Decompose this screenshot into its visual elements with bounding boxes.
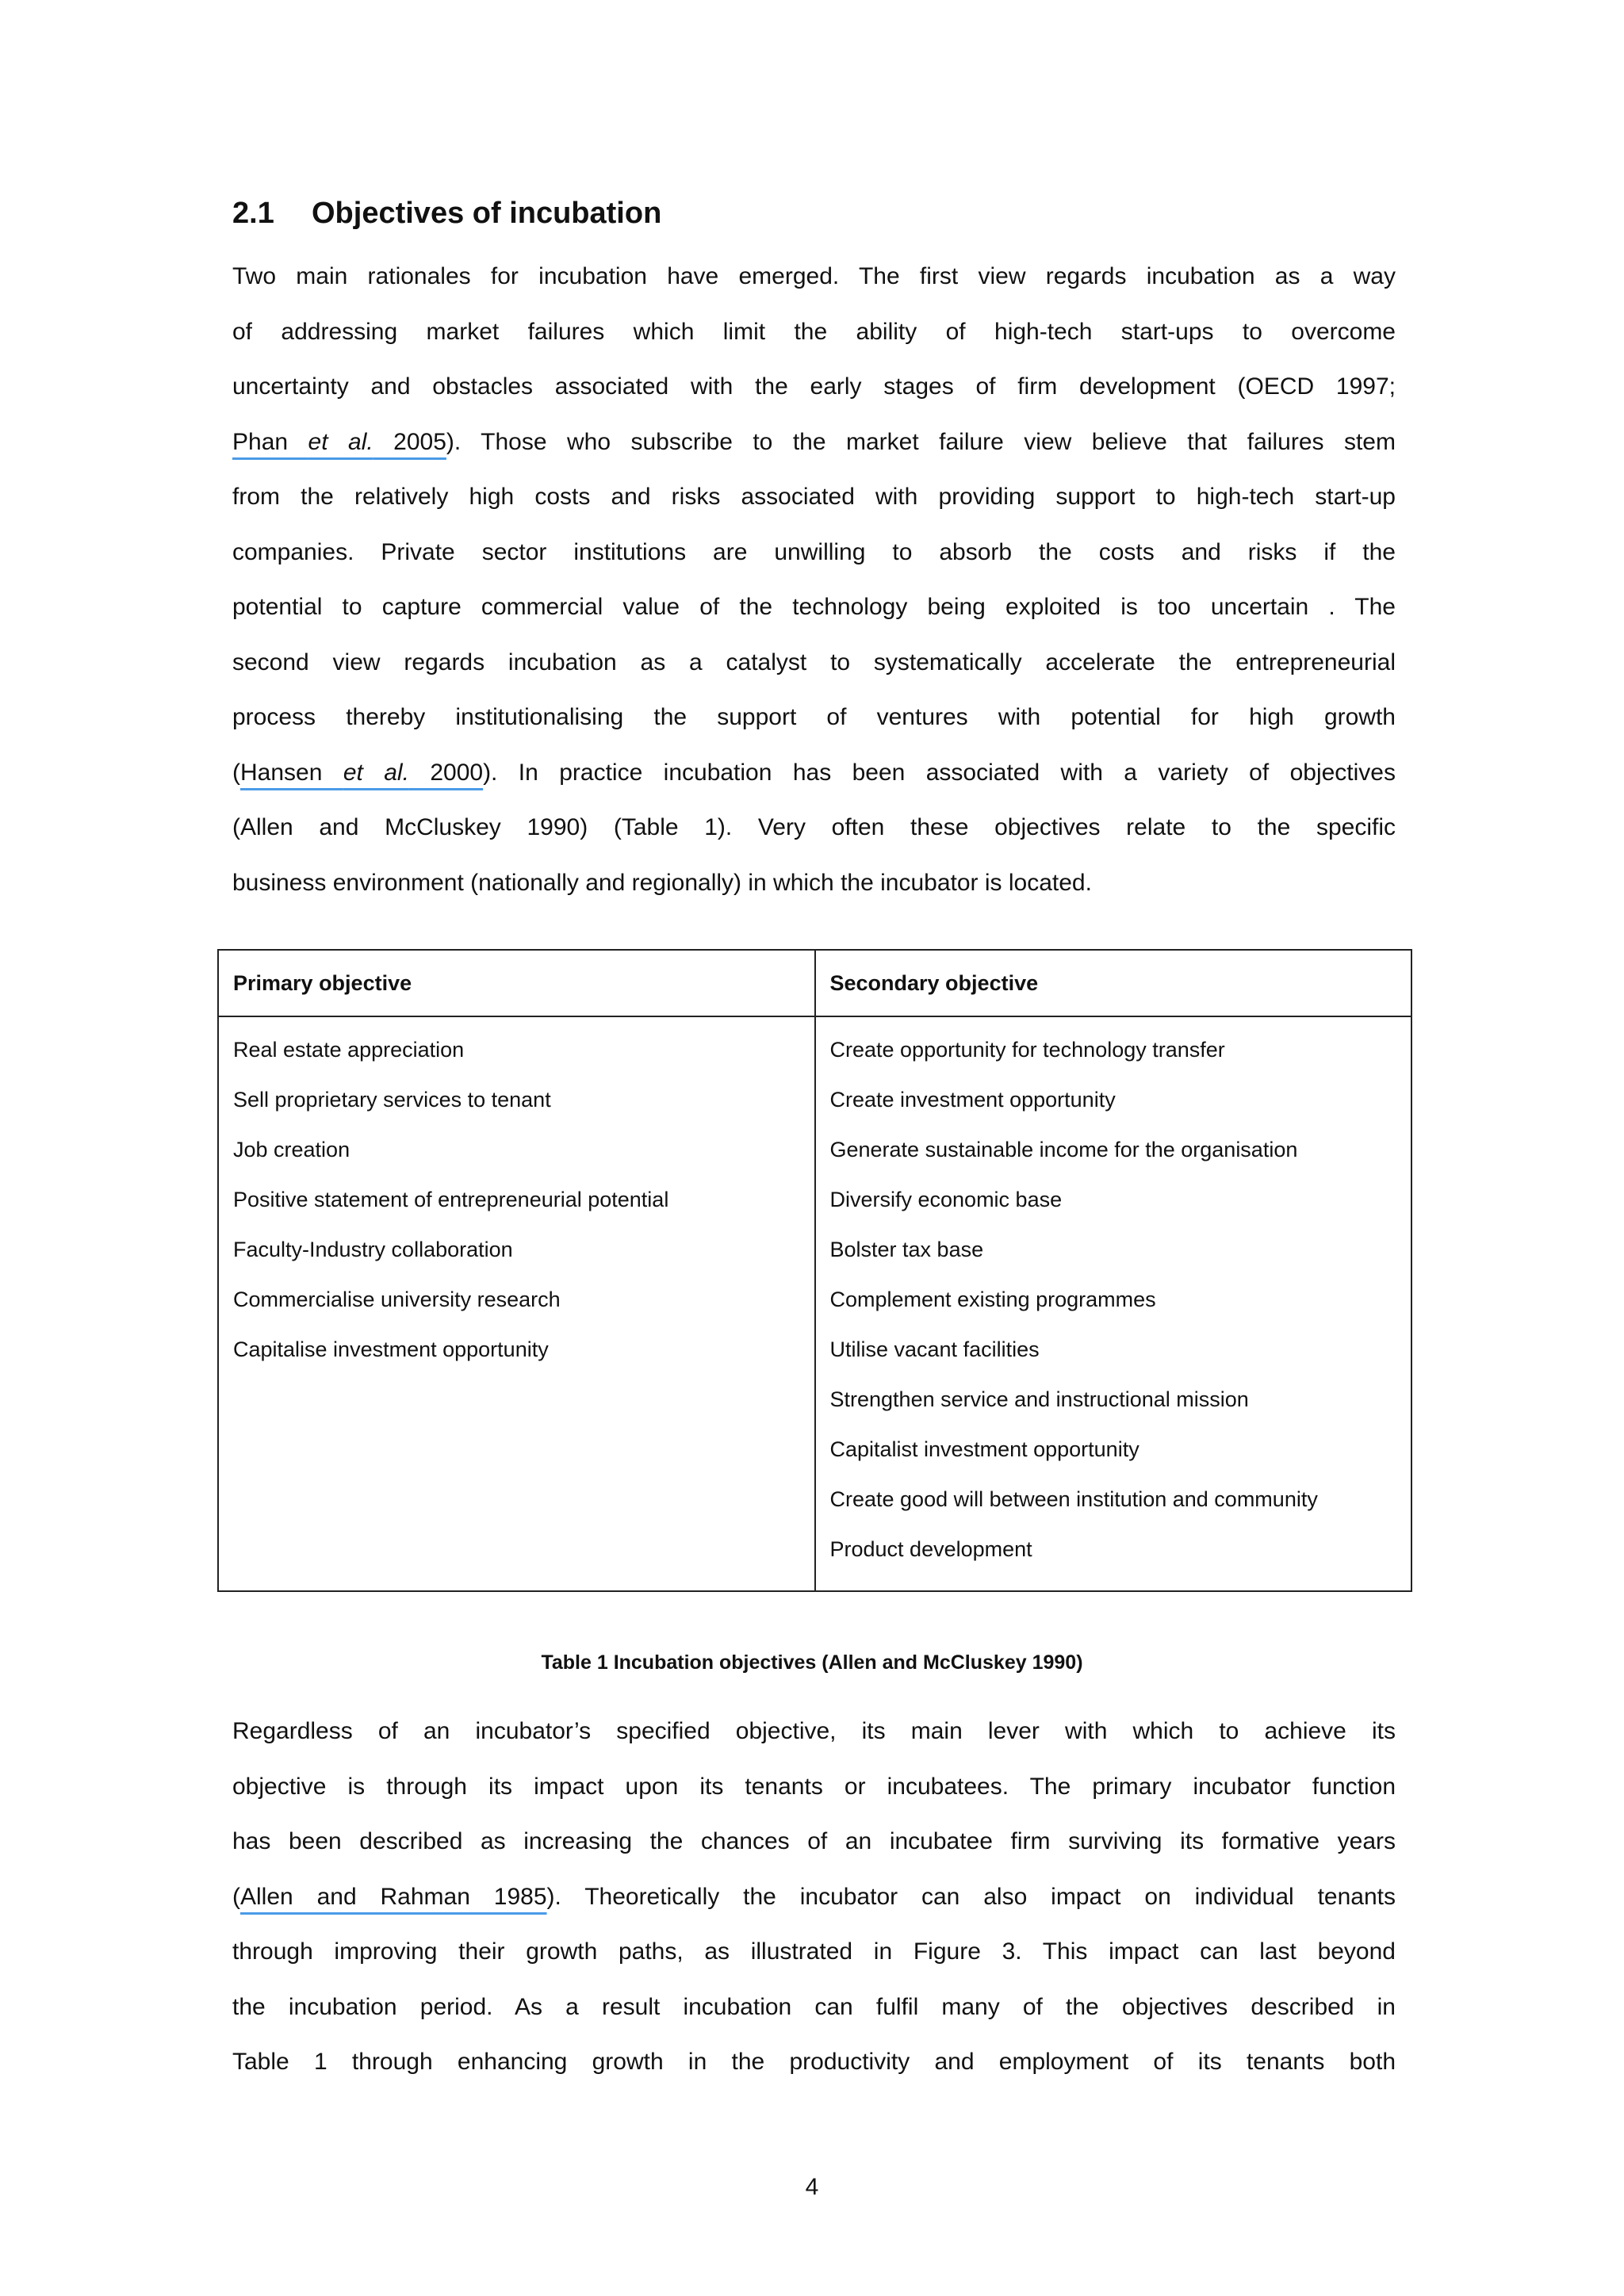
text-line (232, 1759, 1396, 1815)
secondary-objective-item: Bolster tax base (829, 1238, 984, 1261)
text-line (232, 249, 1396, 304)
text-segment: ( (232, 759, 240, 786)
text-line (232, 1869, 1396, 1925)
secondary-objective-item: Utilise vacant facilities (829, 1337, 1040, 1361)
text-segment: (Allen and McCluskey 1990) (Table 1). Very often these objectives relate to the specific (232, 814, 1396, 840)
citation-link[interactable]: et al. (343, 759, 409, 786)
text-segment: from the relatively high costs and risks associated with providing support to high-tech start-up (232, 484, 1396, 510)
citation-link[interactable]: Hansen (240, 759, 343, 786)
primary-objective-item: Sell proprietary services to tenant (233, 1088, 551, 1112)
secondary-objective-item: Diversify economic base (829, 1188, 1063, 1211)
text-line (232, 1980, 1396, 2035)
primary-objectives-cell (218, 1016, 815, 1591)
text-line (232, 1924, 1396, 1980)
text-line (232, 1814, 1396, 1869)
primary-objective-item: Faculty-Industry collaboration (233, 1238, 513, 1261)
secondary-objective-item: Create investment opportunity (829, 1088, 1116, 1112)
text-segment: companies. Private sector institutions are unwilling to absorb the costs and risks if the (232, 538, 1396, 565)
citation-link[interactable]: Phan (232, 428, 308, 455)
text-line (232, 415, 1396, 470)
header-primary-objective: Primary objective (218, 950, 815, 1016)
text-segment: Table 1 through enhancing growth in the productivity and employment of its tenants both (232, 2049, 1396, 2075)
table-caption: Table 1 Incubation objectives (Allen and McCluskey 1990) (541, 1651, 1083, 1674)
text-segment: ). Theoretically the incubator can also impact on individual tenants (546, 1883, 1396, 1910)
secondary-objective-item: Product development (829, 1537, 1032, 1561)
secondary-objectives-cell (815, 1016, 1412, 1591)
text-segment: potential to capture commercial value of the technology being exploited is too uncertain . The (232, 594, 1396, 620)
primary-objective-item: Positive statement of entrepreneurial potential (233, 1188, 669, 1211)
objectives-table (217, 949, 1412, 1592)
text-line (232, 525, 1396, 580)
text-line (232, 1704, 1396, 1759)
citation-link[interactable]: et al. (308, 428, 373, 455)
text-segment: uncertainty and obstacles associated with the early stages of firm development (OECD 1997; (232, 373, 1396, 400)
section-title: Objectives of incubation (312, 197, 662, 230)
primary-objective-item: Capitalise investment opportunity (233, 1337, 549, 1361)
section-heading (232, 197, 661, 231)
table-header-row (218, 950, 1411, 1016)
secondary-objective-item: Capitalist investment opportunity (829, 1437, 1139, 1461)
citation-link[interactable]: Allen and Rahman 1985 (240, 1883, 547, 1910)
text-segment: has been described as increasing the chances of an incubatee firm surviving its formative years (232, 1828, 1396, 1854)
table-row (218, 1016, 1411, 1591)
text-segment: through improving their growth paths, as illustrated in Figure 3. This impact can last beyond (232, 1938, 1396, 1965)
text-line (232, 580, 1396, 635)
secondary-objective-item: Generate sustainable income for the organisation (829, 1138, 1298, 1161)
text-segment: ). Those who subscribe to the market failure view believe that failures stem (446, 428, 1396, 455)
secondary-objective-item: Create opportunity for technology transfer (829, 1038, 1225, 1062)
text-segment: second view regards incubation as a catalyst to systematically accelerate the entrepreneurial (232, 649, 1396, 675)
primary-objective-item: Job creation (233, 1138, 350, 1161)
secondary-objective-item: Strengthen service and instructional mission (829, 1387, 1249, 1411)
paragraph-1 (232, 249, 1396, 910)
text-line (232, 800, 1396, 855)
primary-objective-item: Commercialise university research (233, 1288, 561, 1311)
text-segment: objective is through its impact upon its tenants or incubatees. The primary incubator function (232, 1773, 1396, 1800)
text-line (232, 690, 1396, 745)
citation-link[interactable]: 2000 (408, 759, 484, 786)
page-number: 4 (805, 2174, 819, 2200)
text-line (232, 359, 1396, 415)
citation-link[interactable]: 2005 (373, 428, 446, 455)
text-line (232, 745, 1396, 801)
text-segment: ). In practice incubation has been associated with a variety of objectives (483, 759, 1396, 786)
primary-objective-item: Real estate appreciation (233, 1038, 465, 1062)
text-line (232, 2034, 1396, 2090)
text-line (232, 469, 1396, 525)
secondary-objective-item: Complement existing programmes (829, 1288, 1156, 1311)
section-number: 2.1 (232, 197, 274, 230)
text-segment: of addressing market failures which limit the ability of high-tech start-ups to overcome (232, 318, 1396, 345)
text-segment: ( (232, 1883, 240, 1910)
text-line (232, 304, 1396, 360)
text-segment: Regardless of an incubator’s specified objective, its main lever with which to achieve its (232, 1718, 1396, 1744)
text-segment: Two main rationales for incubation have emerged. The first view regards incubation as a way (232, 263, 1396, 289)
text-segment: business environment (nationally and regionally) in which the incubator is located. (232, 869, 1092, 896)
header-secondary-objective: Secondary objective (815, 950, 1412, 1016)
text-segment: process thereby institutionalising the support of ventures with potential for high growth (232, 704, 1396, 730)
secondary-objective-item: Create good will between institution and community (829, 1487, 1318, 1511)
text-line (232, 855, 1396, 911)
text-line (232, 635, 1396, 691)
text-segment: the incubation period. As a result incubation can fulfil many of the objectives described in (232, 1993, 1396, 2020)
paragraph-2 (232, 1704, 1396, 2090)
